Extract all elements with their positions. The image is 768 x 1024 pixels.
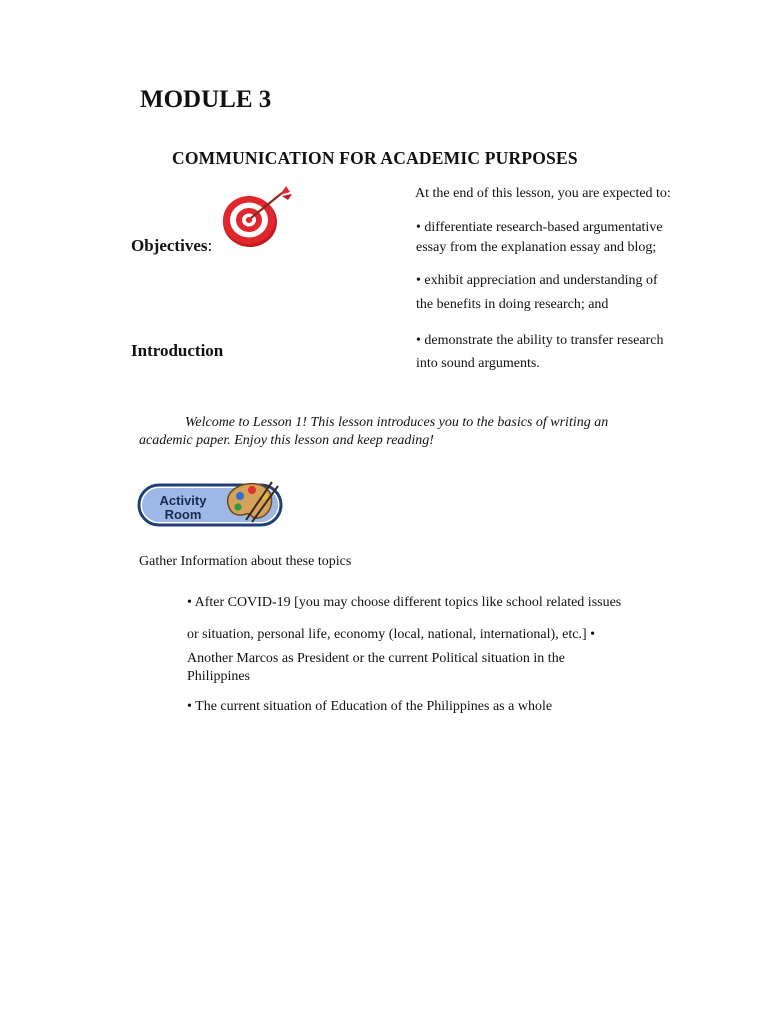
intro-line: academic paper. Enjoy this lesson and keep reading! bbox=[139, 433, 434, 448]
objective-item bbox=[416, 329, 663, 375]
introduction-paragraph bbox=[139, 414, 699, 450]
intro-line: Welcome to Lesson 1! This lesson introduces you to the basics of writing an bbox=[185, 415, 609, 430]
objective-line: essay from the explanation essay and blog; bbox=[416, 240, 657, 255]
objective-line: • demonstrate the ability to transfer research bbox=[416, 333, 664, 348]
course-title: COMMUNICATION FOR ACADEMIC PURPOSES bbox=[172, 148, 578, 168]
objectives-heading: Objectives: bbox=[131, 236, 213, 255]
activity-room-badge bbox=[136, 474, 284, 530]
objectives-intro: At the end of this lesson, you are expected to: bbox=[415, 186, 671, 201]
topic-line: Philippines bbox=[187, 669, 251, 684]
module-title: MODULE 3 bbox=[140, 86, 272, 113]
topic-line: • The current situation of Education of the Philippines as a whole bbox=[187, 699, 553, 714]
objective-line: into sound arguments. bbox=[416, 356, 540, 371]
activity-prompt: Gather Information about these topics bbox=[139, 554, 352, 569]
topic-line: • After COVID-19 [you may choose different topics like school related issues bbox=[187, 595, 622, 610]
topic-line: or situation, personal life, economy (local, national, international), etc.] • bbox=[187, 627, 596, 642]
badge-label-line2: Room bbox=[164, 507, 202, 522]
objective-line: the benefits in doing research; and bbox=[416, 297, 609, 312]
objective-item bbox=[416, 218, 663, 258]
badge-label-line1: Activity bbox=[159, 493, 207, 508]
target-dart-icon bbox=[220, 184, 296, 250]
objective-item bbox=[416, 269, 658, 317]
objective-line: • exhibit appreciation and understanding of bbox=[416, 273, 658, 288]
topic-line: Another Marcos as President or the current Political situation in the bbox=[187, 651, 565, 666]
objective-line: • differentiate research-based argumentative bbox=[416, 220, 663, 235]
introduction-heading: Introduction bbox=[131, 341, 224, 360]
